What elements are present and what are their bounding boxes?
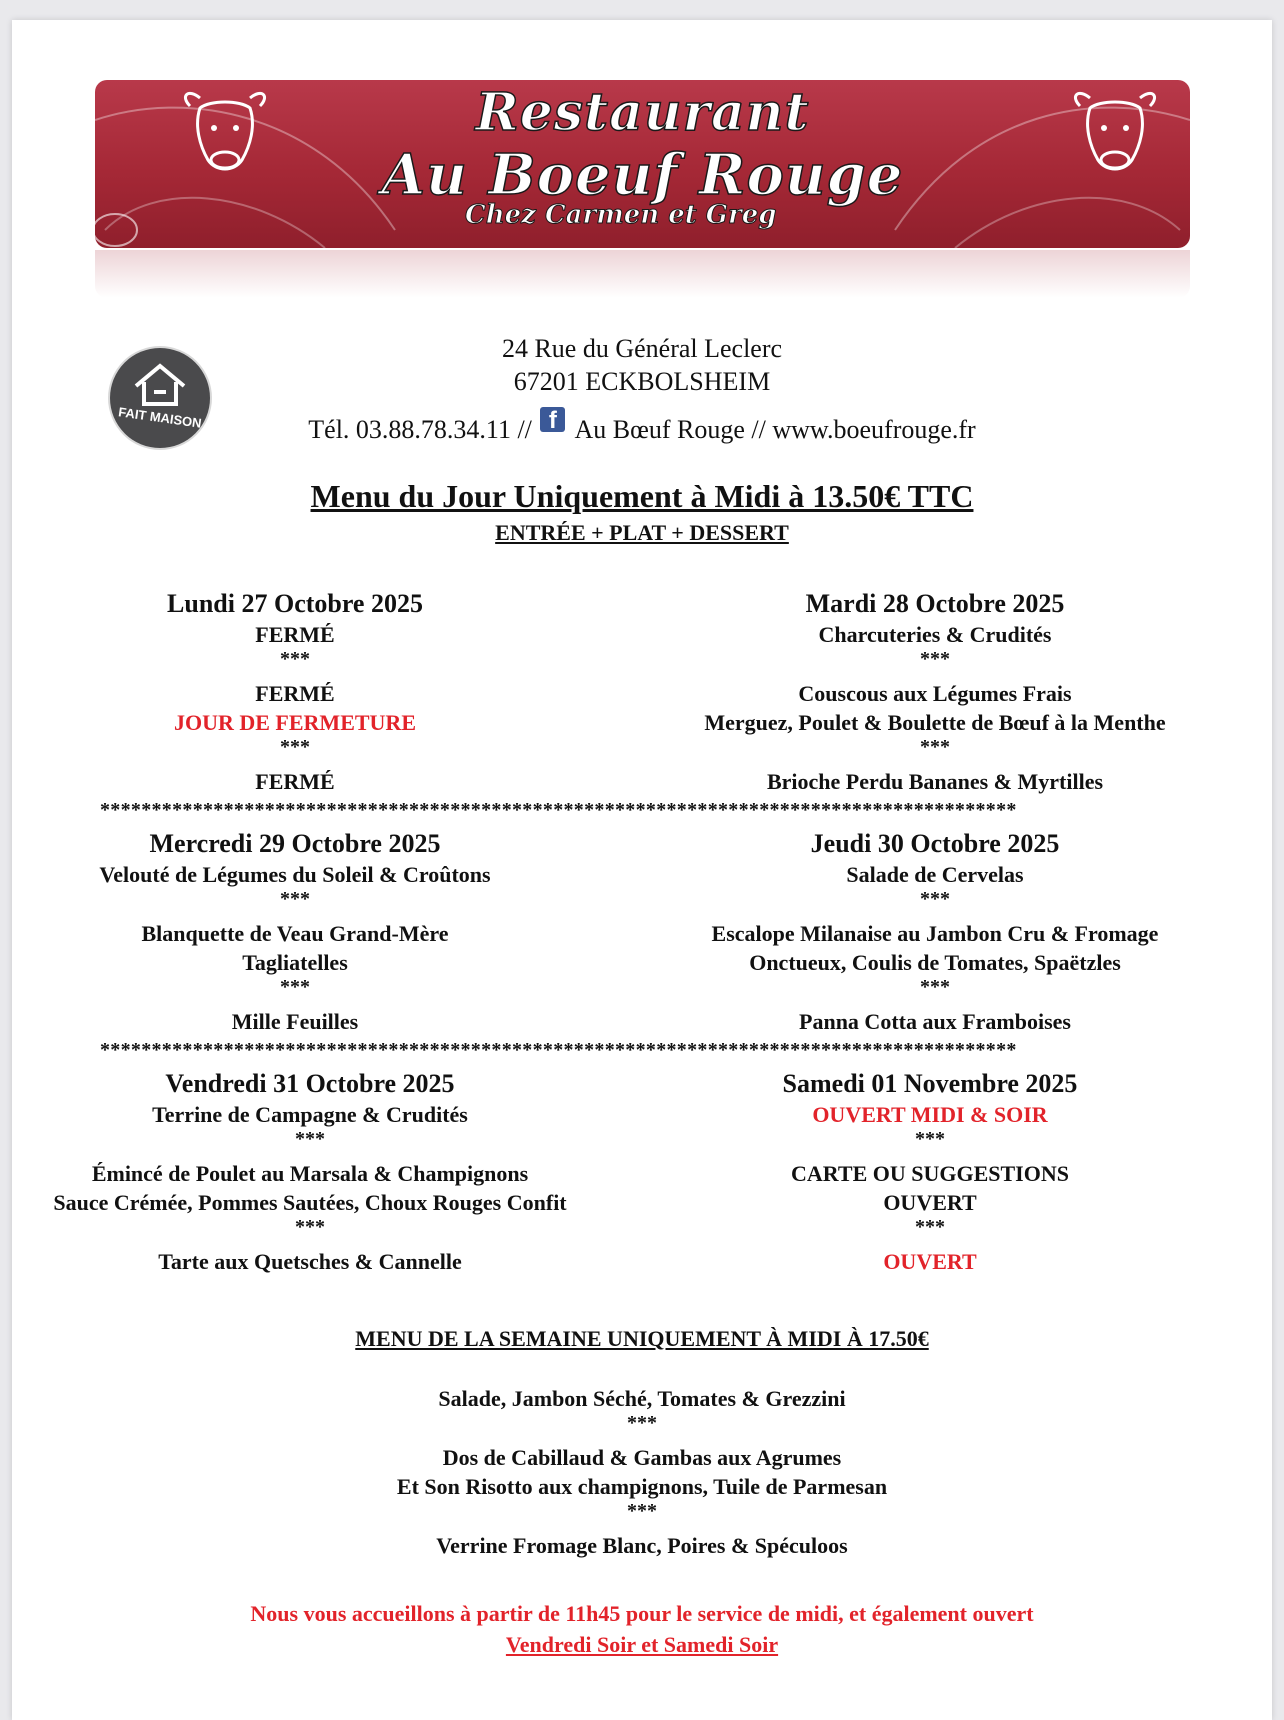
entree: Velouté de Légumes du Soleil & Croûtons — [99, 862, 491, 887]
dessert: Panna Cotta aux Framboises — [799, 1009, 1071, 1034]
menu-du-jour-subtitle: ENTRÉE + PLAT + DESSERT — [495, 520, 789, 545]
plat-detail: Tagliatelles — [242, 950, 348, 975]
stars-divider: *** — [920, 976, 950, 998]
plat: Émincé de Poulet au Marsala & Champignons — [91, 1161, 529, 1186]
banner-title-line2: Au Boeuf Rouge — [381, 142, 904, 208]
entree: Salade, Jambon Séché, Tomates & Grezzini — [438, 1386, 846, 1411]
day-block-samedi — [640, 1068, 1220, 1276]
open-notice: OUVERT — [883, 1249, 977, 1274]
banner-subtitle: Chez Carmen et Greg — [465, 200, 777, 230]
banner-reflection — [95, 250, 1190, 298]
day-block-lundi — [50, 588, 540, 796]
phone-number: Tél. 03.88.78.34.11 // — [308, 415, 532, 444]
address-city: 67201 ECKBOLSHEIM — [513, 367, 771, 396]
day-block-mardi — [640, 588, 1230, 796]
day-name: Vendredi 31 Octobre 2025 — [165, 1069, 455, 1098]
plat-detail: Sauce Crémée, Pommes Sautées, Choux Rouges Confit — [53, 1190, 567, 1215]
dessert: Mille Feuilles — [231, 1009, 359, 1034]
star-separator: ***************************************************************************************** — [100, 800, 1017, 820]
plat-detail: Onctueux, Coulis de Tomates, Spaëtzles — [749, 950, 1121, 975]
dessert: Brioche Perdu Bananes & Myrtilles — [766, 769, 1104, 794]
open-notice: OUVERT MIDI & SOIR — [812, 1102, 1048, 1127]
stars-divider: *** — [920, 736, 950, 758]
stars-divider: *** — [627, 1412, 657, 1434]
menu-semaine-title: MENU DE LA SEMAINE UNIQUEMENT À MIDI À 17.50€ — [355, 1326, 929, 1351]
menu-semaine-block — [0, 1384, 1284, 1560]
stars-divider: *** — [920, 888, 950, 910]
fait-maison-label: FAIT MAISON — [117, 404, 203, 431]
day-name: Samedi 01 Novembre 2025 — [782, 1069, 1078, 1098]
plat: Dos de Cabillaud & Gambas aux Agrumes — [442, 1445, 842, 1470]
stars-divider: *** — [915, 1128, 945, 1150]
closed-notice: JOUR DE FERMETURE — [173, 710, 416, 735]
banner-title-line1: Restaurant — [475, 82, 810, 143]
day-block-mercredi — [30, 828, 560, 1036]
stars-divider: *** — [915, 1216, 945, 1238]
stars-divider: *** — [280, 888, 310, 910]
stars-divider: *** — [280, 648, 310, 670]
stars-divider: *** — [627, 1500, 657, 1522]
day-block-vendredi — [10, 1068, 610, 1276]
stars-divider: *** — [280, 736, 310, 758]
day-block-jeudi — [640, 828, 1230, 1036]
entree: Terrine de Campagne & Crudités — [152, 1102, 468, 1127]
opening-hours-line2: Vendredi Soir et Samedi Soir — [505, 1632, 779, 1657]
plat: Couscous aux Légumes Frais — [798, 681, 1072, 706]
facebook-and-website[interactable]: Au Bœuf Rouge // www.boeufrouge.fr — [574, 415, 976, 444]
plat-detail: Merguez, Poulet & Boulette de Bœuf à la Menthe — [704, 710, 1166, 735]
stars-divider: *** — [295, 1216, 325, 1238]
stars-divider: *** — [295, 1128, 325, 1150]
dessert: Tarte aux Quetsches & Cannelle — [158, 1249, 462, 1274]
stars-divider: *** — [280, 976, 310, 998]
entree: FERMÉ — [255, 622, 335, 647]
day-name: Mardi 28 Octobre 2025 — [805, 589, 1065, 618]
facebook-icon[interactable]: f — [540, 407, 565, 432]
dessert: Verrine Fromage Blanc, Poires & Spéculoos — [436, 1533, 848, 1558]
plat-detail: Et Son Risotto aux champignons, Tuile de Parmesan — [396, 1474, 888, 1499]
day-name: Mercredi 29 Octobre 2025 — [149, 829, 441, 858]
star-separator: ***************************************************************************************** — [100, 1040, 1017, 1060]
menu-du-jour-title: Menu du Jour Uniquement à Midi à 13.50€ TTC — [310, 478, 974, 514]
stars-divider: *** — [920, 648, 950, 670]
day-name: Lundi 27 Octobre 2025 — [167, 589, 423, 618]
contact-line — [0, 407, 1284, 445]
opening-hours-notice — [0, 1598, 1284, 1660]
day-name: Jeudi 30 Octobre 2025 — [810, 829, 1060, 858]
plat-detail: OUVERT — [883, 1190, 977, 1215]
opening-hours-line1: Nous vous accueillons à partir de 11h45 pour le service de midi, et également ouvert — [250, 1601, 1034, 1626]
plat: Blanquette de Veau Grand-Mère — [141, 921, 449, 946]
plat: CARTE OU SUGGESTIONS — [791, 1161, 1069, 1186]
entree: Salade de Cervelas — [846, 862, 1024, 887]
plat: FERMÉ — [255, 681, 335, 706]
restaurant-banner — [95, 80, 1190, 248]
dessert: FERMÉ — [255, 769, 335, 794]
address-street: 24 Rue du Général Leclerc — [501, 334, 783, 363]
entree: Charcuteries & Crudités — [818, 622, 1052, 647]
plat: Escalope Milanaise au Jambon Cru & Fromage — [711, 921, 1159, 946]
